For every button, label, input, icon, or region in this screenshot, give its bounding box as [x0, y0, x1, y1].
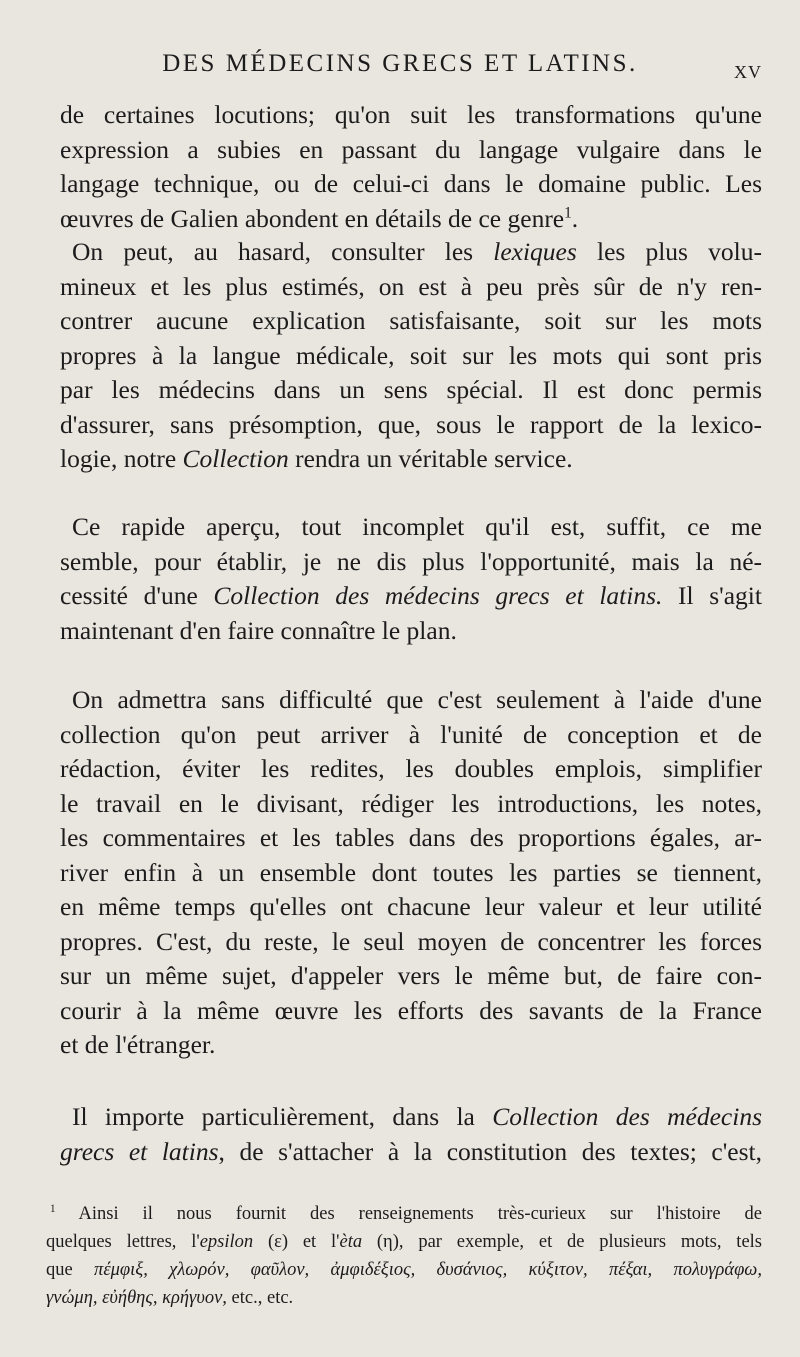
- text-fragment: cessité d'une: [60, 581, 214, 610]
- text-line: d'assurer, sans présomption, que, sous le rapport de la lexico-: [60, 409, 762, 439]
- text-line: On admettra sans difficulté que c'est seulement à l'aide d'une: [72, 685, 762, 714]
- footnote-line: [46, 1256, 762, 1284]
- italic-term: lexiques: [493, 237, 577, 266]
- italic-title: grecs et latins: [60, 1136, 219, 1166]
- text-line: propres. C'est, du reste, le seul moyen de concentrer les forces: [60, 926, 762, 956]
- text-line: [60, 235, 762, 270]
- text-line: par les médecins dans un sens spécial. Il est donc permis: [60, 375, 762, 404]
- text-line: propres à la langue médicale, soit sur les mots qui sont pris: [60, 340, 762, 370]
- text-line: [60, 442, 762, 477]
- text-fragment: , de s'attacher à la constitution des textes; c'est,: [218, 1136, 763, 1166]
- text-fragment: (ε) et l': [253, 1232, 340, 1252]
- text-line: sur un même sujet, d'appeler vers le même but, de faire con-: [60, 961, 762, 990]
- paragraph-3: [60, 510, 762, 648]
- page-number: XV: [734, 62, 762, 82]
- text-line: river enfin à un ensemble dont toutes les parties se tiennent,: [60, 857, 762, 887]
- paragraph-5: [60, 1100, 762, 1169]
- text-line: [60, 1100, 762, 1135]
- text-fragment: On peut, au hasard, consulter les: [72, 237, 494, 266]
- text-fragment: Ainsi il nous fournit des renseignements très-curieux sur l'histoire de: [55, 1204, 762, 1224]
- footnote-line: [46, 1228, 762, 1256]
- greek-words: γνώμη, εὐήθης, κρήγυον,: [46, 1288, 227, 1308]
- text-line: et de l'étranger.: [60, 1030, 216, 1059]
- text-line: de certaines locutions; qu'on suit les transformations qu'une: [60, 100, 762, 129]
- text-fragment: etc., etc.: [226, 1288, 294, 1308]
- text-fragment: .: [571, 203, 579, 233]
- text-line: contrer aucune explication satisfaisante, soit sur les mots: [60, 306, 762, 335]
- greek-words: πέμφιξ, χλωρόν, φαῦλον, ἀμφιδέξιος, δυσάνιος, κύξιτον, πέξαι, πολυγράφω,: [94, 1260, 762, 1280]
- text-line: expression a subies en passant du langage vulgaire dans le: [60, 134, 762, 164]
- text-fragment: que: [46, 1260, 95, 1280]
- text-fragment: Il importe particulièrement, dans la: [72, 1102, 493, 1131]
- text-line: mineux et les plus estimés, on est à peu près sûr de n'y ren-: [60, 271, 762, 301]
- text-fragment: Il s'agit: [662, 581, 762, 610]
- text-line: [60, 202, 762, 237]
- footnote: [46, 1200, 762, 1312]
- text-line: le travail en le divisant, rédiger les introductions, les notes,: [60, 788, 762, 818]
- text-line: [60, 579, 762, 614]
- text-line: Ce rapide aperçu, tout incomplet qu'il est, suffit, ce me: [72, 512, 762, 541]
- footnote-marker: 1: [50, 1202, 56, 1215]
- text-line: langage technique, ou de celui-ci dans le domaine public. Les: [60, 169, 762, 198]
- footnote-line: [46, 1200, 762, 1228]
- text-fragment: œuvres de Galien abondent en détails de ce genre: [60, 203, 565, 233]
- running-head: DES MÉDECINS GRECS ET LATINS.: [162, 50, 638, 77]
- text-fragment: quelques lettres, l': [46, 1232, 200, 1252]
- italic-title: Collection des médecins grecs et latins.: [213, 581, 663, 610]
- italic-term: epsilon: [199, 1232, 254, 1252]
- text-line: maintenant d'en faire connaître le plan.: [60, 615, 457, 645]
- footnote-line: [46, 1284, 762, 1312]
- paragraph-4: [60, 683, 762, 1063]
- paragraph-1: [60, 98, 762, 236]
- text-line: courir à la même œuvre les efforts des savants de la France: [60, 995, 762, 1025]
- text-line: les commentaires et les tables dans des proportions égales, ar-: [60, 823, 762, 852]
- footnote-marker: 1: [564, 204, 572, 221]
- italic-term: Collection: [182, 444, 289, 473]
- text-line: en même temps qu'elles ont chacune leur valeur et leur utilité: [60, 892, 762, 921]
- paragraph-2: [60, 235, 762, 477]
- italic-title: Collection des médecins: [492, 1102, 762, 1131]
- text-fragment: (η), par exemple, et de plusieurs mots, tels: [362, 1232, 762, 1252]
- text-line: [60, 1135, 762, 1170]
- text-fragment: les plus volu-: [576, 237, 762, 266]
- text-line: collection qu'on peut arriver à l'unité de conception et de: [60, 719, 762, 749]
- italic-term: èta: [339, 1232, 363, 1252]
- text-fragment: rendra un véritable service.: [288, 444, 573, 473]
- text-fragment: logie, notre: [60, 444, 183, 473]
- text-line: rédaction, éviter les redites, les doubles emplois, simplifier: [60, 754, 762, 783]
- text-line: semble, pour établir, je ne dis plus l'opportunité, mais la né-: [60, 546, 762, 576]
